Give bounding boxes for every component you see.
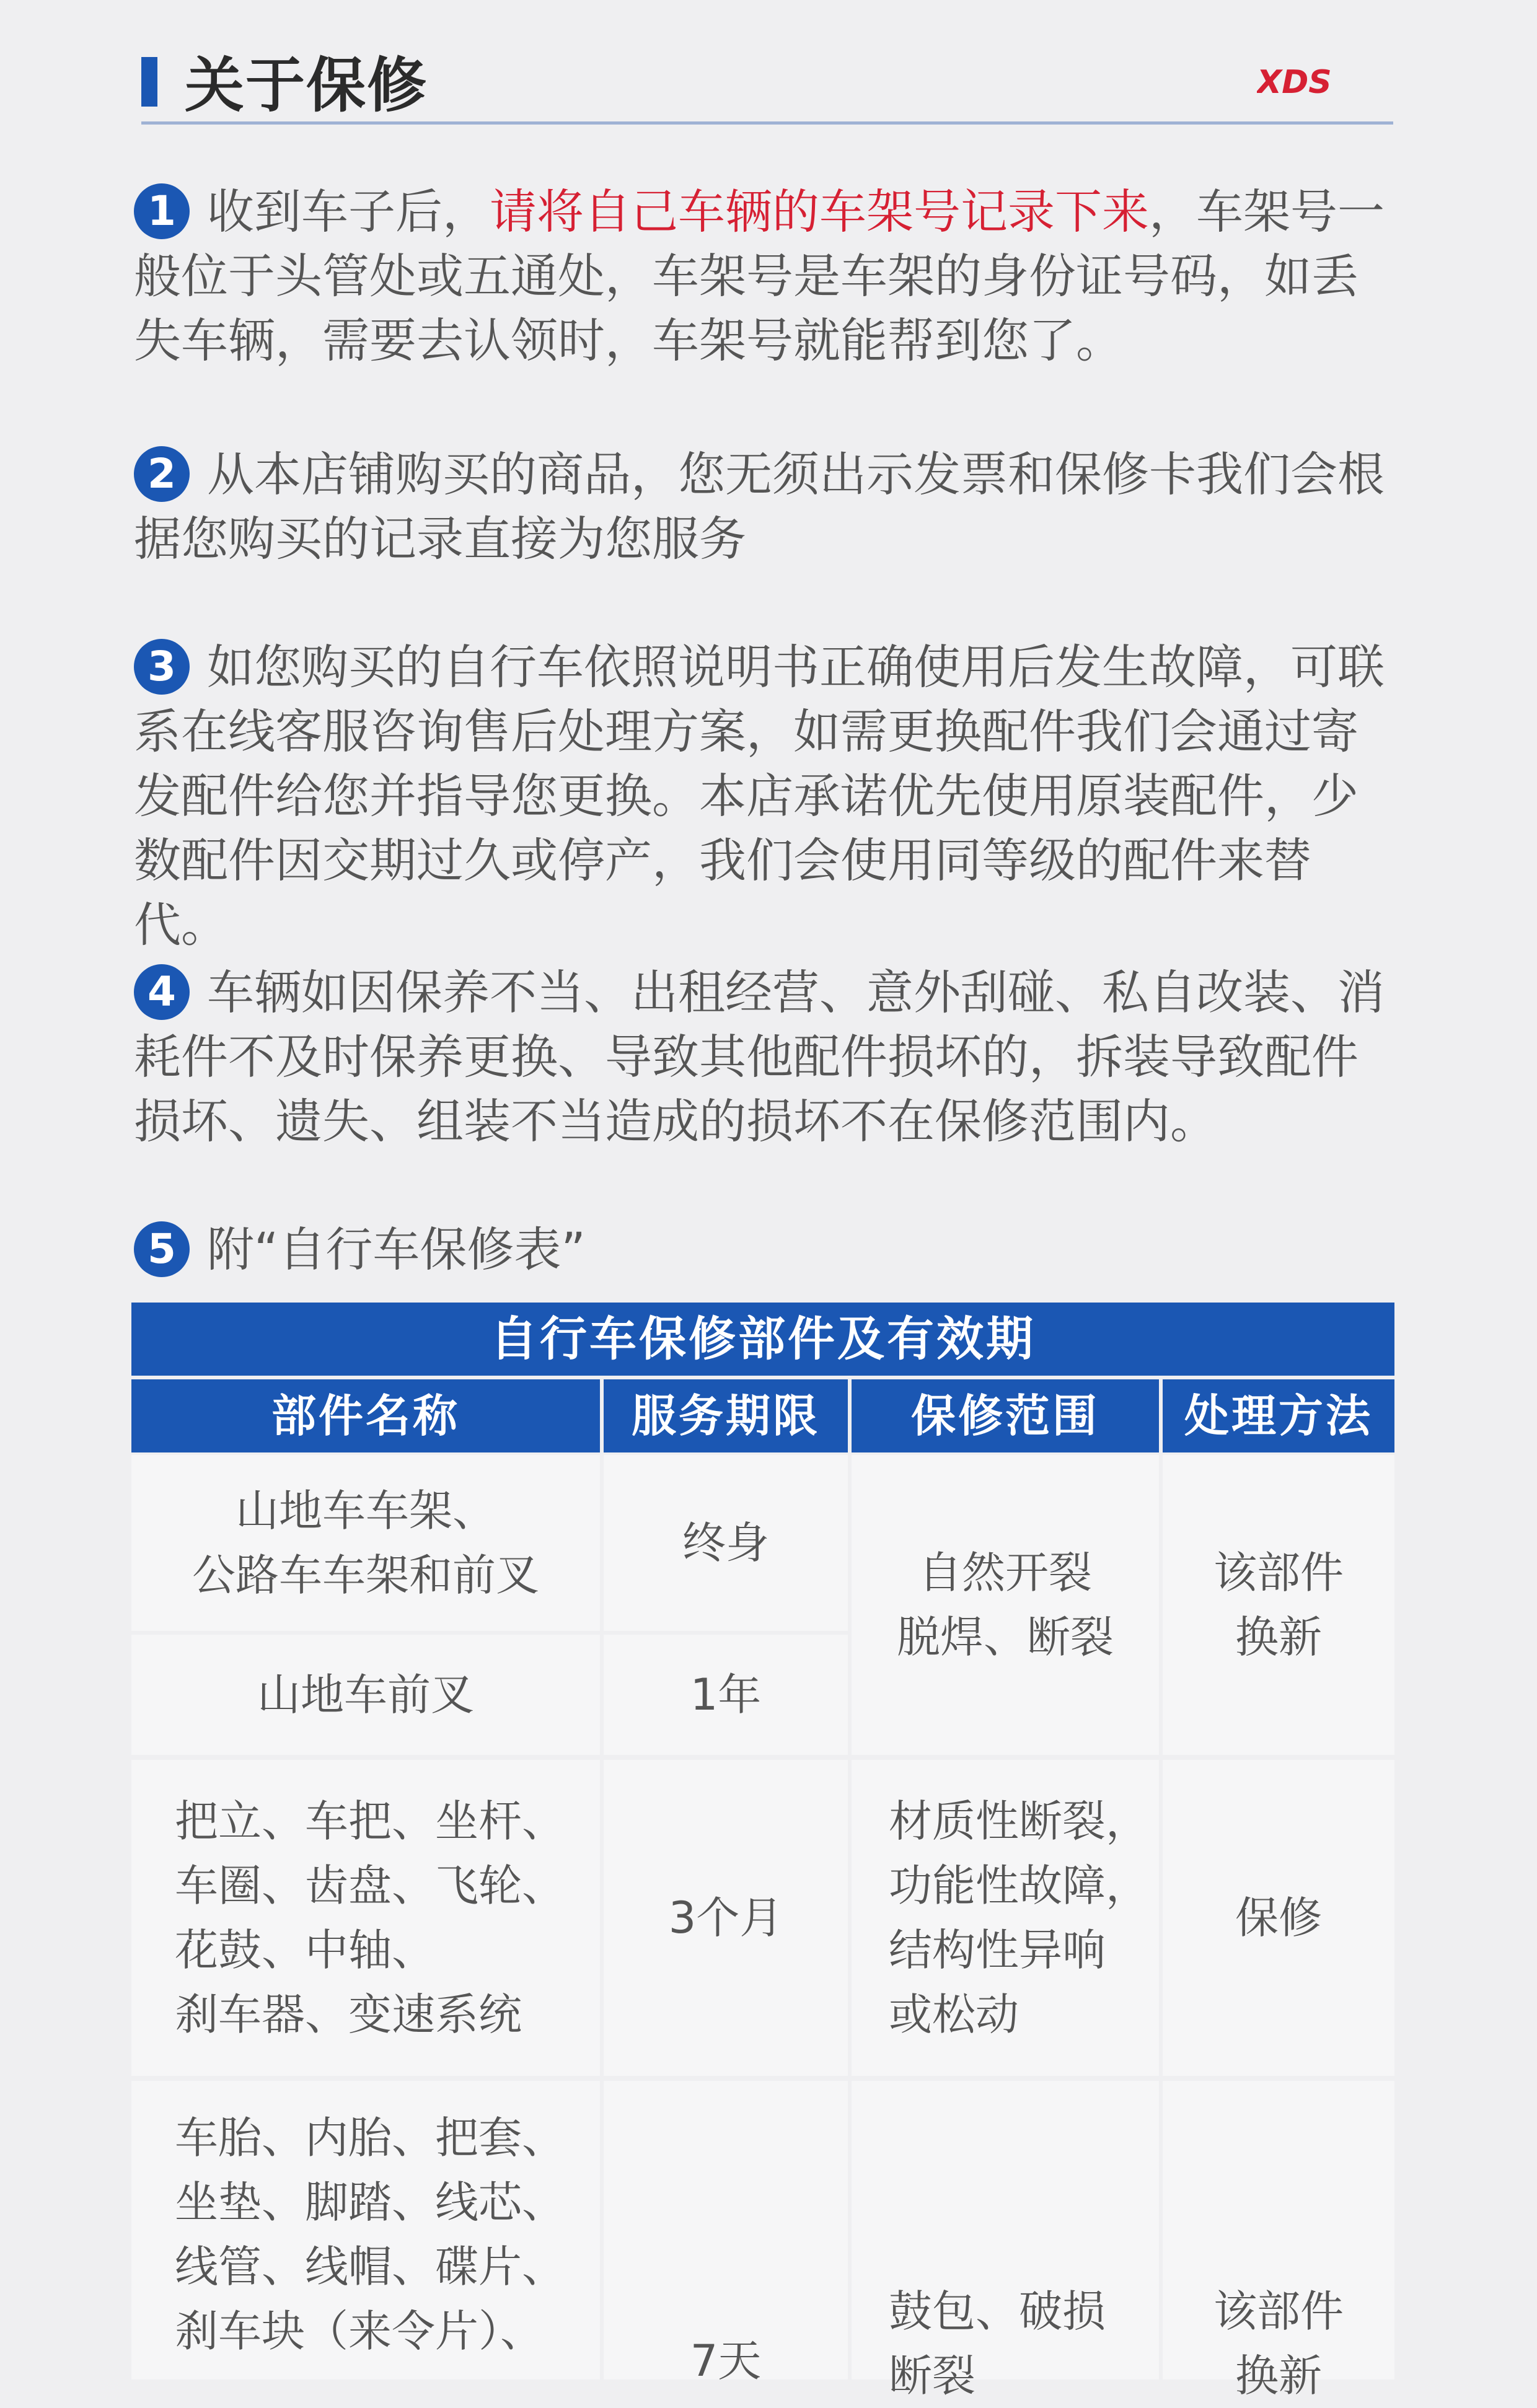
table-header-row <box>131 1379 1394 1452</box>
notice-item-5 <box>134 1218 1404 1282</box>
brand-logo-text: XDS <box>1257 64 1332 100</box>
cell-text: 终身 <box>682 1518 769 1568</box>
cell-text: 1年 <box>690 1669 762 1720</box>
cell-text: 鼓包、破损 断裂 <box>889 2286 1106 2401</box>
table-cell-scope <box>852 2081 1159 2401</box>
cell-text: 车胎、内胎、把套、 坐垫、脚踏、线芯、 线管、线帽、碟片、 刹车块（来令片）、 <box>175 2112 565 2357</box>
title-accent-bar <box>141 57 157 107</box>
table-cell-method <box>1163 2081 1394 2401</box>
number-badge-1: 1 <box>134 183 190 239</box>
notice-item-1 <box>134 180 1404 373</box>
page-title: 关于保修 <box>185 51 428 120</box>
cell-text: 保修 <box>1235 1892 1322 1943</box>
number-badge-3: 3 <box>134 639 190 695</box>
cell-text: 7天 <box>690 2335 762 2386</box>
column-header-method: 处理方法 <box>1163 1379 1394 1452</box>
number-badge-4: 4 <box>134 964 190 1020</box>
column-header-part: 部件名称 <box>131 1379 600 1452</box>
section-header <box>141 48 1393 123</box>
item-3-text: 如您购买的自行车依照说明书正确使用后发生故障，可联系在线客服咨询售后处理方案，如需更换配件我们会通过寄发配件给您并指导您更换。本店承诺优先使用原装配件，少数配件因交期过久或停产，我们会使用同等级的配件来替代。 <box>134 639 1385 952</box>
table-cell-method <box>1163 1455 1394 1755</box>
item-1-highlight: 请将自己车辆的车架号记录下来 <box>490 184 1149 239</box>
number-badge-2: 2 <box>134 446 190 502</box>
table-cell-method <box>1163 1760 1394 2076</box>
table-cell-part <box>131 1635 600 1755</box>
notice-item-4 <box>134 960 1404 1154</box>
table-cell-scope <box>852 1760 1159 2076</box>
cell-text: 该部件 换新 <box>1213 1547 1344 1663</box>
notice-item-3 <box>134 635 1404 957</box>
column-header-scope: 保修范围 <box>852 1379 1159 1452</box>
header-divider <box>141 121 1393 125</box>
table-cell-scope <box>852 1455 1159 1755</box>
item-1-text-post: ，车架号一般位于头管处或五通处，车架号是车架的身份证号码，如丢失车辆，需要去认领时，车架号就能帮到您了。 <box>134 184 1385 368</box>
number-badge-5: 5 <box>134 1221 190 1277</box>
cell-text: 山地车前叉 <box>257 1669 474 1720</box>
table-cell-part <box>131 1760 600 2076</box>
table-cell-part <box>131 2081 600 2379</box>
table-cell-period <box>604 1455 848 1631</box>
cell-text: 该部件 换新 <box>1213 2286 1344 2401</box>
cell-text: 把立、车把、坐杆、 车圈、齿盘、飞轮、 花鼓、中轴、 刹车器、变速系统 <box>175 1796 565 2040</box>
item-5-text: 附“自行车保修表” <box>207 1222 586 1277</box>
cell-text: 材质性断裂， 功能性故障， 结构性异响 或松动 <box>889 1796 1149 2040</box>
column-header-period: 服务期限 <box>604 1379 848 1452</box>
table-cell-period <box>604 2081 848 2386</box>
warranty-table <box>131 1303 1394 1452</box>
item-2-text: 从本店铺购买的商品，您无须出示发票和保修卡我们会根据您购买的记录直接为您服务 <box>134 447 1385 566</box>
table-title: 自行车保修部件及有效期 <box>131 1303 1394 1376</box>
cell-text: 3个月 <box>668 1892 783 1943</box>
notice-item-2 <box>134 442 1404 571</box>
table-cell-period <box>604 1760 848 2076</box>
item-4-text: 车辆如因保养不当、出租经营、意外刮碰、私自改装、消耗件不及时保养更换、导致其他配件损坏的，拆装导致配件损坏、遗失、组装不当造成的损坏不在保修范围内。 <box>134 965 1385 1149</box>
cell-text: 山地车车架、 公路车车架和前叉 <box>192 1485 539 1601</box>
cell-text: 自然开裂 脱焊、断裂 <box>897 1547 1114 1663</box>
table-cell-part <box>131 1455 600 1631</box>
table-cell-period <box>604 1635 848 1755</box>
item-1-text-pre: 收到车子后， <box>207 184 490 239</box>
brand-logo <box>1257 63 1393 100</box>
